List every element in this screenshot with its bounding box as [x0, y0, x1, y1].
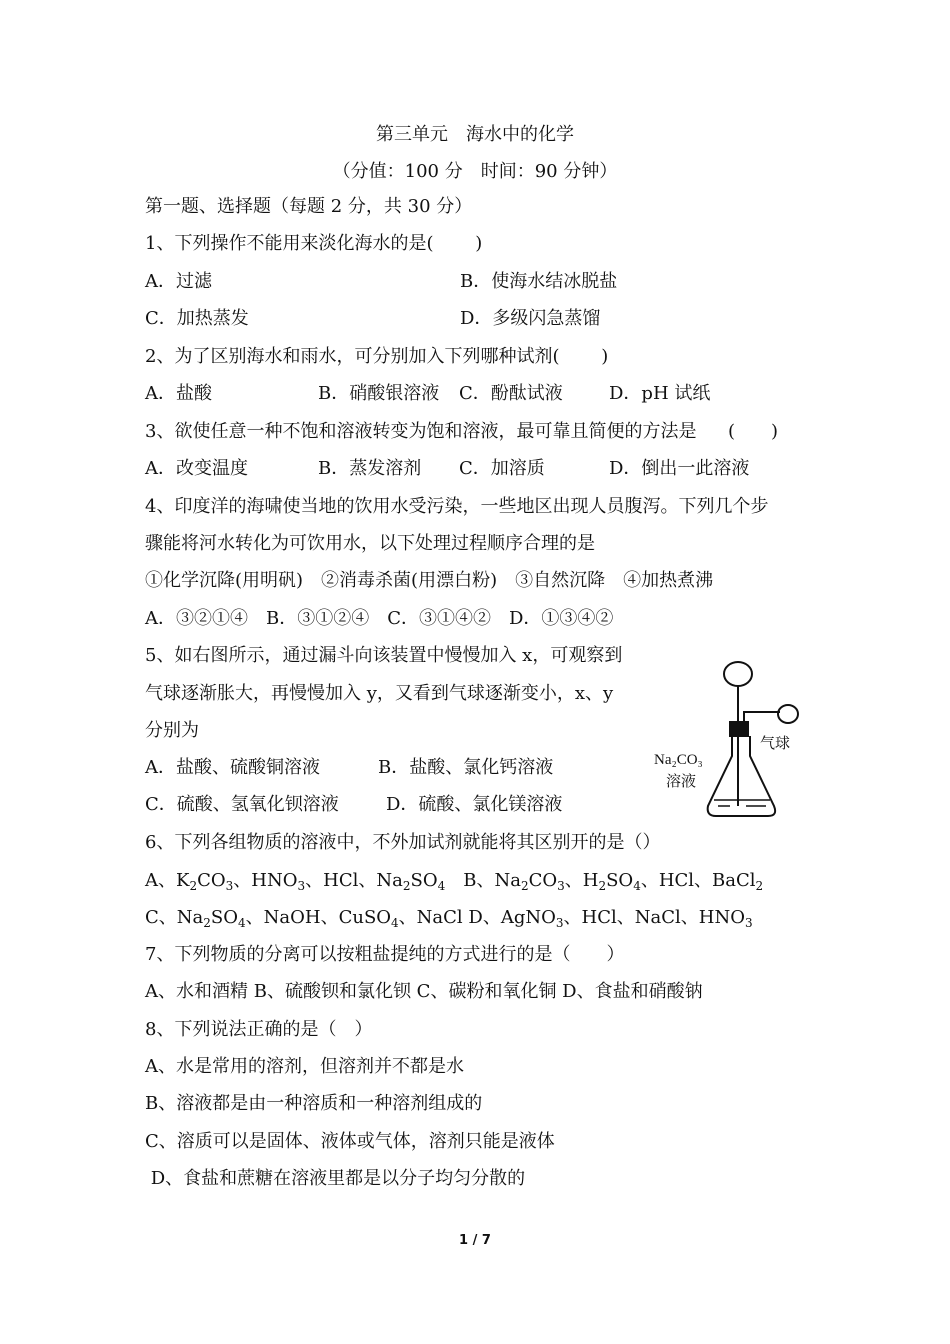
funnel-bulb: [724, 662, 752, 686]
q6-a-sep2: 、HCl、Na: [305, 870, 403, 891]
question-7-stem: 7、下列物质的分离可以按粗盐提纯的方式进行的是（ ）: [145, 944, 625, 965]
question-4-options: A．③②①④ B．③①②④ C．③①④② D．①③④②: [145, 608, 614, 629]
q2-option-b: B．硝酸银溶液: [318, 383, 440, 404]
q6-b-sep1: 、H: [564, 870, 599, 891]
question-7-options: A、水和酒精 B、硫酸钡和氯化钡 C、碳粉和氧化铜 D、食盐和硝酸钠: [145, 981, 703, 1002]
q6-c-so: SO: [210, 907, 238, 928]
q6-a-co: CO: [197, 870, 226, 891]
question-4-steps: ①化学沉降(用明矾) ②消毒杀菌(用漂白粉) ③自然沉降 ④加热煮沸: [145, 570, 714, 591]
q5-option-b: B．盐酸、氯化钙溶液: [378, 757, 554, 778]
q6-c-prefix: C、Na: [145, 907, 204, 928]
q6-a-k: K: [176, 870, 190, 891]
q1-option-d: D．多级闪急蒸馏: [460, 308, 601, 329]
q3-paren: ( ): [728, 421, 779, 442]
question-5-stem-line2: 气球逐渐胀大，再慢慢加入 y，又看到气球逐渐变小，x、y: [145, 683, 614, 704]
q6-sub: 3: [744, 916, 753, 930]
q5-option-a: A．盐酸、硫酸铜溶液: [145, 757, 320, 778]
question-5-stem-line1: 5、如右图所示，通过漏斗向该装置中慢慢加入 x，可观察到: [145, 645, 623, 666]
q6-sub: 2: [203, 916, 211, 930]
balloon-shape: [778, 705, 798, 723]
q6-sub: 3: [557, 879, 565, 893]
side-tube: [744, 712, 780, 722]
q6-a-so: SO: [410, 870, 438, 891]
q6-sub: 4: [391, 916, 399, 930]
stopper: [730, 722, 748, 736]
figure-label-na2co3: Na₂CO₃: [654, 752, 703, 768]
q6-c-sep: 、NaOH、CuSO: [245, 907, 392, 928]
q3-option-b: B．蒸发溶剂: [318, 458, 422, 479]
q8-option-c: C、溶质可以是固体、液体或气体，溶剂只能是液体: [145, 1131, 555, 1152]
q8-option-b: B、溶液都是由一种溶质和一种溶剂组成的: [145, 1093, 483, 1114]
question-8-stem: 8、下列说法正确的是（ ）: [145, 1019, 373, 1040]
q5-option-d: D．硫酸、氯化镁溶液: [386, 794, 563, 815]
page-title: 第三单元 海水中的化学: [376, 124, 574, 145]
question-6-stem: 6、下列各组物质的溶液中，不外加试剂就能将其区别开的是（）: [145, 832, 661, 853]
q6-b-rest: 、HCl、BaCl: [640, 870, 756, 891]
apparatus-figure: [652, 656, 802, 824]
q6-sub: 4: [238, 916, 246, 930]
q3-option-c: C．加溶质: [459, 458, 545, 479]
q6-sub: 3: [225, 879, 234, 893]
figure-label-solution: 溶液: [666, 774, 697, 790]
question-5-stem-line3: 分别为: [145, 720, 199, 741]
q6-a-sep1: 、HNO: [233, 870, 298, 891]
q1-option-a: A．过滤: [145, 271, 212, 292]
q6-d-prefix: D、AgNO: [462, 907, 556, 928]
q2-option-c: C．酚酞试液: [459, 383, 563, 404]
q1-option-b: B．使海水结冰脱盐: [460, 271, 618, 292]
q6-options-cd: [145, 906, 753, 930]
q2-option-a: A．盐酸: [145, 383, 212, 404]
q6-sub: 4: [633, 879, 641, 893]
question-2-stem: 2、为了区别海水和雨水，可分别加入下列哪种试剂( ): [145, 346, 609, 367]
question-3-stem: 3、欲使任意一种不饱和溶液转变为饱和溶液，最可靠且简便的方法是: [145, 421, 697, 442]
q6-options-ab: [145, 869, 763, 893]
q3-option-a: A．改变温度: [145, 458, 248, 479]
q6-c-rest: 、NaCl: [398, 907, 463, 928]
page-number: 1 / 7: [459, 1233, 491, 1248]
q6-b-so: SO: [606, 870, 634, 891]
q6-sub: 2: [189, 879, 198, 893]
q6-d-rest: 、HCl、NaCl、HNO: [563, 907, 745, 928]
page-subtitle: （分值：100 分 时间：90 分钟）: [332, 161, 618, 182]
question-4-stem-line1: 4、印度洋的海啸使当地的饮用水受污染，一些地区出现人员腹泻。下列几个步: [145, 496, 769, 517]
q8-option-a: A、水是常用的溶剂，但溶剂并不都是水: [145, 1056, 464, 1077]
figure-label-balloon: 气球: [760, 736, 791, 752]
q6-sub: 2: [402, 879, 411, 893]
q6-b-prefix: B、Na: [445, 870, 521, 891]
question-4-stem-line2: 骤能将河水转化为可饮用水，以下处理过程顺序合理的是: [145, 533, 595, 554]
q8-option-d: D、食盐和蔗糖在溶液里都是以分子均匀分散的: [145, 1168, 526, 1189]
q2-option-d: D．pH 试纸: [609, 383, 711, 404]
question-1-stem: 1、下列操作不能用来淡化海水的是( ): [145, 233, 483, 254]
q6-sub: 2: [520, 879, 529, 893]
q6-b-co: CO: [528, 870, 558, 891]
q6-sub: 3: [297, 879, 306, 893]
q6-sub: 2: [755, 879, 764, 893]
section-heading: 第一题、选择题（每题 2 分，共 30 分）: [145, 196, 473, 217]
q6-a-prefix: A、: [145, 870, 176, 891]
q5-option-c: C．硫酸、氢氧化钡溶液: [145, 794, 339, 815]
q6-sub: 4: [437, 879, 446, 893]
q6-sub: 3: [555, 916, 564, 930]
q1-option-c: C．加热蒸发: [145, 308, 249, 329]
q3-option-d: D．倒出一此溶液: [609, 458, 750, 479]
q6-sub: 2: [598, 879, 607, 893]
